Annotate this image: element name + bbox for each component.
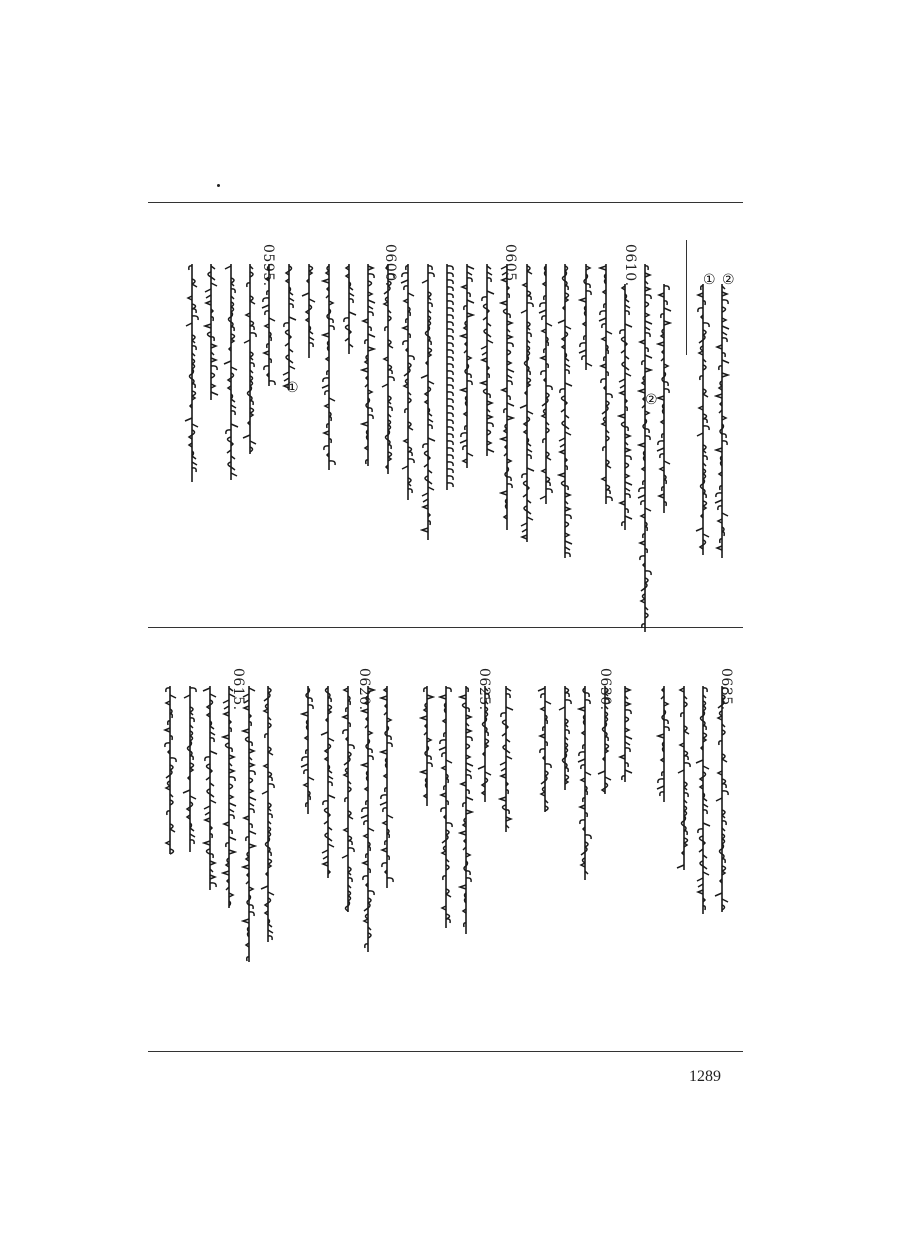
script-line [477,684,493,804]
script-line [578,262,594,372]
script-line [340,684,356,914]
script-line [182,684,198,854]
script-line [656,282,672,515]
script-line [360,684,376,954]
script-line [637,262,653,634]
script-line [656,684,672,804]
verse-number-0610: 0610. [622,244,638,287]
script-line [203,262,219,402]
script-line [360,262,376,468]
verse-number-0595: 0595. [260,244,276,287]
script-line [260,684,276,944]
script-line [380,262,396,476]
footnote-marker-1: ① [703,272,716,288]
verse-number-0635: 0635. [718,668,734,711]
script-line [202,684,218,892]
script-line [300,684,316,816]
script-line [301,262,317,360]
script-line [479,262,495,458]
script-line [458,684,474,936]
footnote-marker-2: ② [722,272,735,288]
script-line [714,282,730,560]
verse-number-0615: 0615. [230,668,246,711]
script-line [341,262,357,356]
script-line [519,262,535,544]
script-line [241,684,257,964]
page-number: 1289 [689,1068,721,1085]
script-line [597,684,613,796]
middle-rule [148,627,743,628]
script-line [459,262,475,470]
verse-number-0620: 0620. [356,668,372,711]
script-line [321,262,337,472]
script-line [617,282,633,532]
script-line [617,684,633,784]
script-line [242,262,258,456]
script-line [320,684,336,880]
script-line [538,262,554,506]
script-line [676,684,692,872]
script-line [400,262,416,502]
script-line [162,684,178,856]
script-line [223,262,239,482]
script-line [714,684,730,914]
script-line [537,684,553,814]
script-line [577,684,593,882]
verse-number-0605: 0605. [502,244,518,287]
speck [217,184,220,187]
inline-footnote-marker: ② [645,392,658,408]
inline-footnote-marker-595: ① [286,380,299,396]
script-line [221,684,237,910]
script-line [281,262,297,392]
footnote-separator [686,240,687,355]
script-line [498,684,514,834]
verse-number-0600: 0600. [382,244,398,287]
verse-number-0625: 0625. [476,668,492,711]
script-line [695,282,711,557]
verse-number-0630: 0630. [597,668,613,711]
script-line [695,684,711,916]
script-line [557,262,573,560]
script-line [557,684,573,792]
script-line [184,262,200,484]
script-line [419,684,435,808]
script-line [439,262,455,492]
script-line [379,684,395,890]
script-line [438,684,454,930]
bottom-rule [148,1051,743,1052]
script-line [499,262,515,532]
top-rule [148,202,743,203]
script-line [420,262,436,542]
script-line [598,262,614,506]
script-line [261,262,277,388]
